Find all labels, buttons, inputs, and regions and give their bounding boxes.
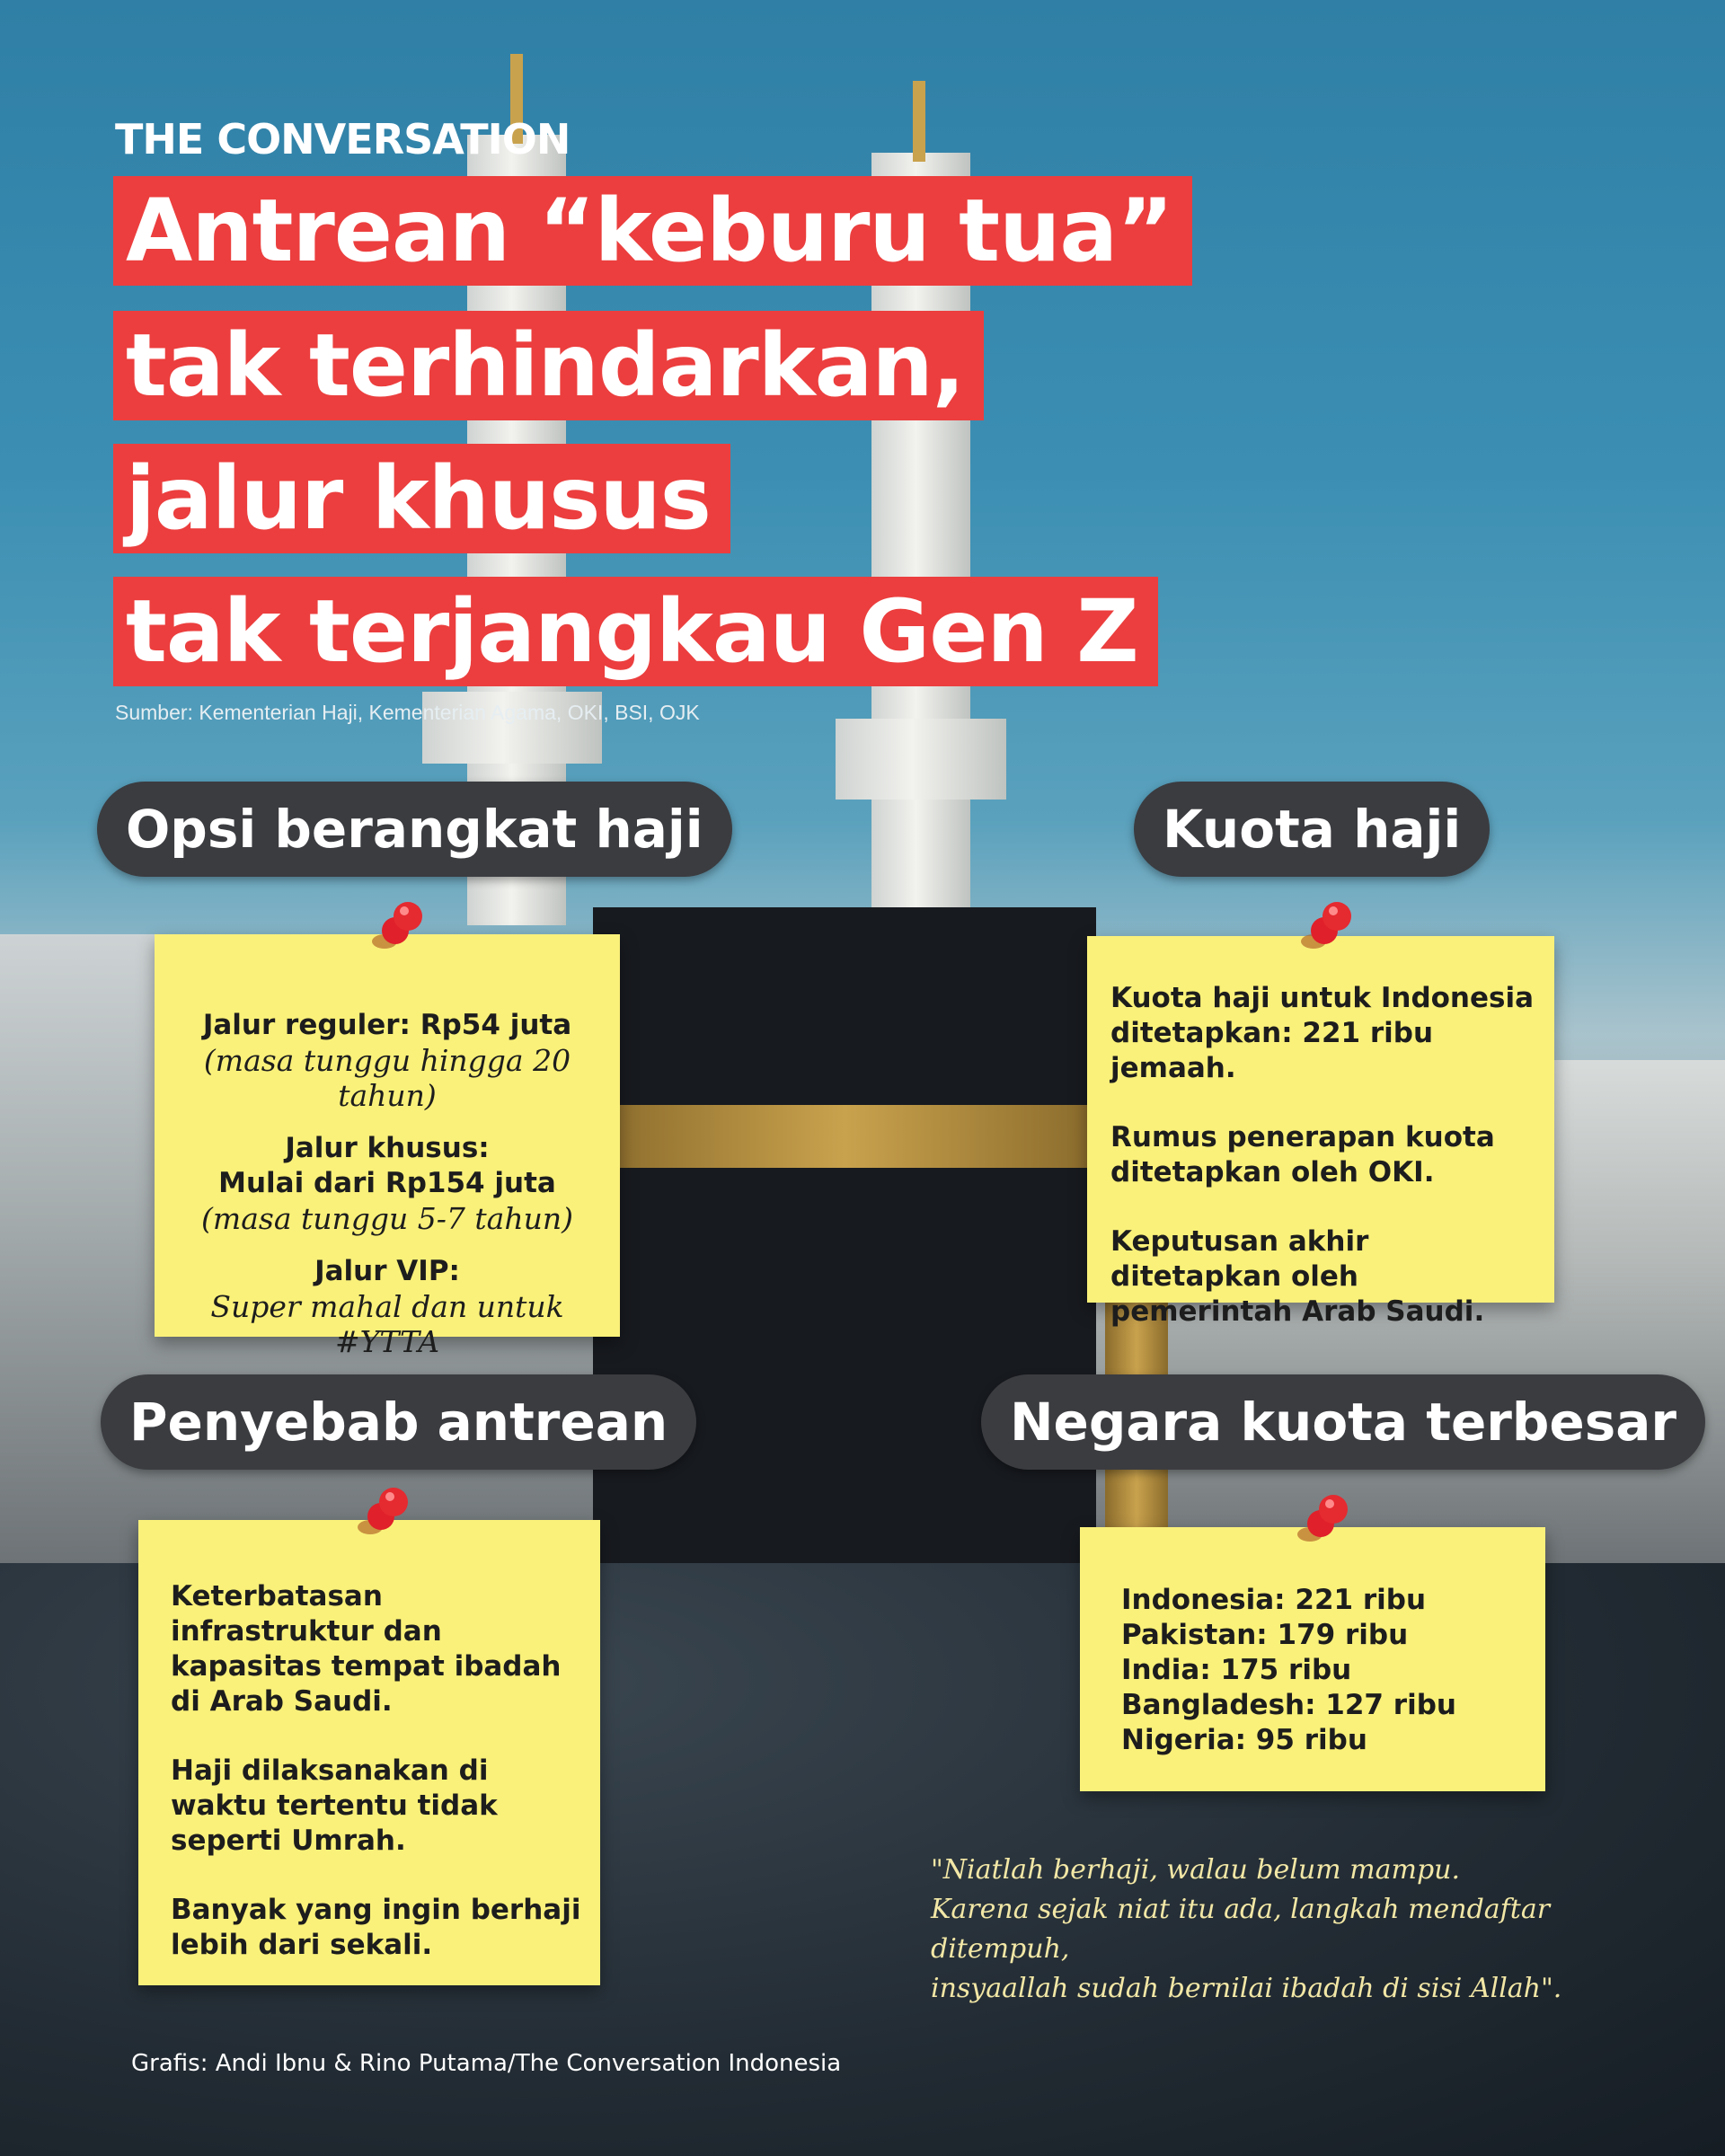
quote-text bbox=[931, 1851, 1685, 2009]
penyebab-item-2: Haji dilaksanakan di waktu tertentu tidak seperti Umrah. bbox=[171, 1754, 498, 1857]
note-negara-content bbox=[1121, 1583, 1535, 1758]
note-negara bbox=[1080, 1527, 1545, 1791]
kuota-item-2: Rumus penerapan kuota ditetapkan oleh OKI. bbox=[1110, 1121, 1495, 1188]
source-text: Sumber: Kementerian Haji, Kementerian Agama, OKI, BSI, OJK bbox=[115, 701, 700, 724]
negara-item-pakistan: Pakistan: 179 ribu bbox=[1121, 1619, 1409, 1651]
negara-item-bangladesh: Bangladesh: 127 ribu bbox=[1121, 1689, 1456, 1721]
logo-the-conversation: THE CONVERSATION bbox=[115, 115, 571, 163]
pushpin-icon bbox=[350, 1480, 413, 1543]
jalur-vip-label: Jalur VIP: bbox=[314, 1255, 460, 1287]
pushpin-icon bbox=[365, 895, 428, 958]
pushpin-icon bbox=[1290, 1488, 1353, 1551]
title-line-2: tak terhindarkan, bbox=[113, 311, 984, 420]
kuota-item-1: Kuota haji untuk Indonesia ditetapkan: 221 ribu jemaah. bbox=[1110, 982, 1535, 1084]
jalur-reguler-label: Jalur reguler: Rp54 juta bbox=[202, 1009, 572, 1041]
title-line-4: tak terjangkau Gen Z bbox=[113, 577, 1158, 686]
note-penyebab bbox=[138, 1520, 600, 1985]
note-kuota bbox=[1087, 936, 1554, 1328]
negara-item-india: India: 175 ribu bbox=[1121, 1654, 1352, 1686]
quote-line-3: insyaallah sudah bernilai ibadah di sisi Allah". bbox=[931, 1973, 1562, 2004]
minaret-right-balcony bbox=[836, 719, 1006, 800]
title-line-1: Antrean “keburu tua” bbox=[113, 176, 1192, 286]
minaret-right-spire bbox=[913, 81, 925, 162]
pushpin-icon bbox=[1294, 895, 1357, 958]
note-kuota-content bbox=[1110, 981, 1542, 1364]
negara-item-nigeria: Nigeria: 95 ribu bbox=[1121, 1724, 1367, 1756]
kaaba-gold-band bbox=[593, 1105, 1096, 1168]
note-opsi bbox=[155, 934, 620, 1359]
note-penyebab-content bbox=[171, 1579, 584, 1997]
kuota-item-3: Keputusan akhir ditetapkan oleh pemerintah Arab Saudi. bbox=[1110, 1225, 1485, 1328]
jalur-khusus-note: (masa tunggu 5-7 tahun) bbox=[201, 1201, 573, 1236]
penyebab-item-3: Banyak yang ingin berhaji lebih dari sekali. bbox=[171, 1894, 581, 1961]
note-opsi-content bbox=[155, 1008, 620, 1359]
jalur-khusus-label: Jalur khusus: bbox=[285, 1132, 490, 1164]
heading-negara-kuota-terbesar: Negara kuota terbesar bbox=[981, 1374, 1705, 1470]
title-line-3: jalur khusus bbox=[113, 444, 730, 553]
jalur-khusus-price: Mulai dari Rp154 juta bbox=[218, 1167, 556, 1199]
graphic-credit: Grafis: Andi Ibnu & Rino Putama/The Conversation Indonesia bbox=[131, 2050, 842, 2077]
heading-penyebab-antrean: Penyebab antrean bbox=[101, 1374, 696, 1470]
quote-line-2: Karena sejak niat itu ada, langkah mendaftar ditempuh, bbox=[931, 1894, 1551, 1965]
heading-opsi-berangkat-haji: Opsi berangkat haji bbox=[97, 782, 732, 877]
heading-kuota-haji: Kuota haji bbox=[1134, 782, 1490, 877]
negara-item-indonesia: Indonesia: 221 ribu bbox=[1121, 1584, 1427, 1616]
penyebab-item-1: Keterbatasan infrastruktur dan kapasitas tempat ibadah di Arab Saudi. bbox=[171, 1580, 562, 1718]
kaaba bbox=[593, 907, 1096, 1590]
jalur-reguler-note: (masa tunggu hingga 20 tahun) bbox=[203, 1043, 571, 1113]
quote-line-1: "Niatlah berhaji, walau belum mampu. bbox=[931, 1854, 1460, 1886]
jalur-vip-note: Super mahal dan untuk #YTTA bbox=[210, 1289, 564, 1359]
